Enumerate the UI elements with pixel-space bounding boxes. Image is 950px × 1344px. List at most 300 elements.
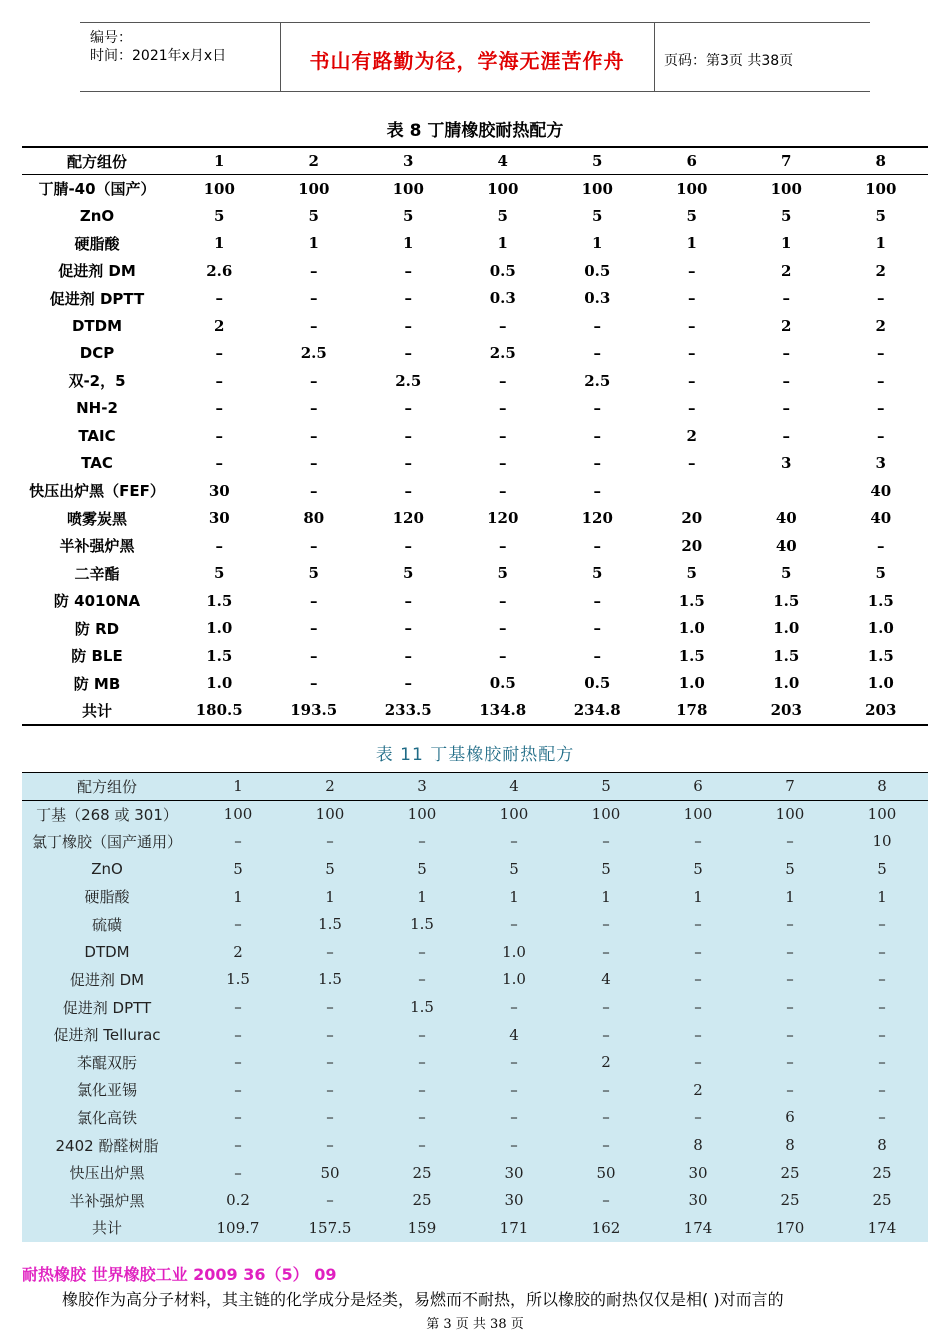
table-cell: 2 <box>693 1080 703 1099</box>
table-cell: 1 <box>781 234 792 253</box>
table-cell: – <box>404 619 412 638</box>
table-cell: – <box>694 1108 702 1127</box>
table-cell: 40 <box>775 509 797 528</box>
table-cell: – <box>878 1108 886 1127</box>
table-cell: – <box>234 1053 242 1072</box>
table-row <box>22 1159 928 1187</box>
table-cell: 1 <box>509 887 519 906</box>
table-cell: 5 <box>877 860 887 879</box>
table-cell: – <box>418 1108 426 1127</box>
table-cell: – <box>694 832 702 851</box>
table-cell: 157.5 <box>308 1218 352 1237</box>
table-cell: 1.5 <box>678 591 705 610</box>
table-cell: 10 <box>872 832 892 851</box>
table-cell: 1.0 <box>502 970 526 989</box>
table-cell: 100 <box>683 805 713 824</box>
table-cell: – <box>418 942 426 961</box>
page-header <box>80 22 870 92</box>
table-cell: 5 <box>497 564 508 583</box>
table-row <box>22 587 928 615</box>
table-cell: – <box>786 1053 794 1072</box>
table-cell: – <box>310 674 318 693</box>
ingredient-name: 半补强炉黑 <box>69 1191 145 1210</box>
table-cell: – <box>688 399 696 418</box>
column-header-number: 3 <box>361 147 456 175</box>
table-cell: 5 <box>417 860 427 879</box>
table-cell: – <box>602 1108 610 1127</box>
table8-nitrile-formulations <box>22 146 928 726</box>
table-cell: 30 <box>504 1163 524 1182</box>
column-header-number: 5 <box>560 773 652 801</box>
table11-title: 表 11 丁基橡胶耐热配方 <box>375 745 575 765</box>
table-cell: 5 <box>308 206 319 225</box>
table-cell: – <box>499 426 507 445</box>
table-cell: – <box>510 1136 518 1155</box>
table-header-row <box>22 773 928 801</box>
table-cell: – <box>602 1191 610 1210</box>
table-cell: 100 <box>591 805 621 824</box>
table-cell: 100 <box>407 805 437 824</box>
table-cell: – <box>602 1080 610 1099</box>
table-cell: – <box>404 399 412 418</box>
table-cell: – <box>215 454 223 473</box>
ingredient-name: 二辛酯 <box>74 564 120 583</box>
column-header-number: 6 <box>645 147 740 175</box>
table-row <box>22 257 928 285</box>
table-row <box>22 910 928 938</box>
table-cell: – <box>877 371 885 390</box>
ingredient-name: 共计 <box>22 697 172 725</box>
table-row <box>22 477 928 505</box>
table-cell: 25 <box>872 1191 892 1210</box>
table-cell: 5 <box>693 860 703 879</box>
column-header-number: 4 <box>468 773 560 801</box>
table-cell: 203 <box>834 697 929 725</box>
table-cell: 8 <box>877 1136 887 1155</box>
table-cell: 5 <box>233 860 243 879</box>
column-header-number: 4 <box>456 147 551 175</box>
table-cell: 5 <box>781 564 792 583</box>
table-cell: 178 <box>645 697 740 725</box>
table-row <box>22 230 928 258</box>
table-cell: – <box>404 344 412 363</box>
table-cell: – <box>310 316 318 335</box>
table-row <box>22 1021 928 1049</box>
table-cell: – <box>215 344 223 363</box>
ingredient-name: 促进剂 DPTT <box>62 998 152 1017</box>
table-cell: – <box>404 426 412 445</box>
table-cell: – <box>786 942 794 961</box>
table-cell: 100 <box>775 805 805 824</box>
table-cell: – <box>877 399 885 418</box>
table-cell: – <box>326 942 334 961</box>
ingredient-name: 氯化亚锡 <box>76 1081 137 1100</box>
ingredient-name: 硬脂酸 <box>74 234 120 253</box>
table-cell: – <box>326 832 334 851</box>
table-row <box>22 642 928 670</box>
table-cell: 203 <box>739 697 834 725</box>
table-cell: – <box>782 399 790 418</box>
table-cell: – <box>688 289 696 308</box>
table-cell: 1.0 <box>867 674 894 693</box>
column-header-number: 5 <box>550 147 645 175</box>
ingredient-name: 促进剂 Tellurac <box>53 1026 161 1045</box>
table-cell: 5 <box>781 206 792 225</box>
table-cell: – <box>786 970 794 989</box>
table8-title: 表 8 丁腈橡胶耐热配方 <box>386 121 564 141</box>
table-cell: 5 <box>497 206 508 225</box>
table-cell: 180.5 <box>172 697 267 725</box>
table-cell: – <box>215 399 223 418</box>
table-cell: – <box>499 316 507 335</box>
table-cell: 159 <box>407 1218 437 1237</box>
table-cell: 1.5 <box>206 646 233 665</box>
table-header-row <box>22 147 928 175</box>
table-cell: – <box>602 998 610 1017</box>
table-cell: – <box>878 942 886 961</box>
table-cell: – <box>499 591 507 610</box>
table-cell: – <box>234 1163 242 1182</box>
table-row <box>22 615 928 643</box>
ingredient-name: NH-2 <box>76 399 118 418</box>
table-cell: 100 <box>487 179 519 198</box>
table-cell: – <box>326 1191 334 1210</box>
table-cell: 2 <box>686 426 697 445</box>
table-row <box>22 993 928 1021</box>
ingredient-name: 半补强炉黑 <box>59 537 135 556</box>
table-cell: – <box>234 915 242 934</box>
table-cell: – <box>602 1136 610 1155</box>
table-cell: 100 <box>223 805 253 824</box>
table-cell: – <box>418 1080 426 1099</box>
table-cell: 5 <box>875 206 886 225</box>
table-row <box>22 697 928 725</box>
table-row <box>22 285 928 313</box>
table-cell: 2 <box>214 316 225 335</box>
table-cell: – <box>593 344 601 363</box>
ingredient-name: 防 RD <box>74 619 120 638</box>
table-cell: – <box>510 998 518 1017</box>
table-cell: – <box>694 998 702 1017</box>
table-cell: 1 <box>686 234 697 253</box>
table-cell: 1.0 <box>773 674 800 693</box>
table-cell: – <box>510 832 518 851</box>
table-cell: 1.0 <box>206 674 233 693</box>
table-cell: 100 <box>315 805 345 824</box>
table-cell: – <box>215 536 223 555</box>
ingredient-name: 硬脂酸 <box>84 888 130 907</box>
table-cell: 6 <box>785 1108 795 1127</box>
table-cell: 30 <box>688 1191 708 1210</box>
ingredient-name: 防 BLE <box>71 647 123 666</box>
table-cell: – <box>310 371 318 390</box>
table-cell: – <box>326 1080 334 1099</box>
table-cell: 5 <box>601 860 611 879</box>
table-row <box>22 1076 928 1104</box>
table-cell: – <box>499 454 507 473</box>
table-cell: – <box>694 1053 702 1072</box>
column-header-number: 3 <box>376 773 468 801</box>
table-cell: 0.3 <box>489 289 516 308</box>
table-cell: 233.5 <box>361 697 456 725</box>
table-cell: 40 <box>870 509 892 528</box>
header-page-cell <box>654 23 870 91</box>
table-cell: – <box>234 1136 242 1155</box>
table-cell: 30 <box>208 481 230 500</box>
table-cell: 2 <box>601 1053 611 1072</box>
table-cell: – <box>215 371 223 390</box>
table-cell: – <box>310 454 318 473</box>
table-cell: 1.5 <box>678 646 705 665</box>
table-row <box>22 855 928 883</box>
table-cell: – <box>418 1053 426 1072</box>
table-cell: 193.5 <box>267 697 362 725</box>
table-cell: 0.5 <box>584 674 611 693</box>
column-header-number: 7 <box>744 773 836 801</box>
table-cell: – <box>782 426 790 445</box>
table-cell: – <box>499 399 507 418</box>
table-cell: 1 <box>497 234 508 253</box>
table-row <box>22 202 928 230</box>
table-cell: – <box>418 1136 426 1155</box>
table-row <box>22 395 928 423</box>
table-cell: 100 <box>298 179 330 198</box>
table-cell: 0.5 <box>489 674 516 693</box>
table-cell: 5 <box>592 564 603 583</box>
table-cell: – <box>786 832 794 851</box>
table-cell: 120 <box>487 509 519 528</box>
table-cell: 1.5 <box>867 591 894 610</box>
table-cell: 2 <box>233 942 243 961</box>
table-cell: 2.5 <box>395 371 422 390</box>
table-row <box>22 670 928 698</box>
page-footer: 第 3 页 共 38 页 <box>426 1317 524 1332</box>
table-cell: 1.0 <box>206 619 233 638</box>
table-cell: 170 <box>775 1218 805 1237</box>
table-cell: – <box>234 998 242 1017</box>
table-cell: – <box>310 619 318 638</box>
column-header-number: 8 <box>836 773 928 801</box>
table-cell: 2.5 <box>584 371 611 390</box>
ingredient-name: 防 MB <box>73 674 121 693</box>
table-cell: – <box>602 1025 610 1044</box>
table-cell: – <box>215 289 223 308</box>
table-cell: 5 <box>686 564 697 583</box>
table-cell: – <box>404 674 412 693</box>
table-cell: 3 <box>781 454 792 473</box>
table-cell: – <box>688 454 696 473</box>
table-cell: – <box>593 426 601 445</box>
column-header-label: 配方组份 <box>22 147 172 175</box>
table-cell: – <box>786 1025 794 1044</box>
table-cell: 2.5 <box>300 344 327 363</box>
table-cell: 134.8 <box>456 697 551 725</box>
column-header-number: 2 <box>284 773 376 801</box>
table-cell: – <box>499 536 507 555</box>
table-cell: – <box>877 289 885 308</box>
ingredient-name: TAIC <box>78 426 116 445</box>
table-cell: 8 <box>693 1136 703 1155</box>
table-cell: – <box>404 536 412 555</box>
table-cell: – <box>404 261 412 280</box>
table-row <box>22 340 928 368</box>
ingredient-name: 苯醌双肟 <box>76 1053 137 1072</box>
table-cell: 1.0 <box>502 942 526 961</box>
ingredient-name: 喷雾炭黑 <box>66 509 127 528</box>
table-cell: 1.0 <box>678 619 705 638</box>
table-cell: 5 <box>325 860 335 879</box>
table-cell: 109.7 <box>216 1218 260 1237</box>
ingredient-name: 快压出炉黑 <box>69 1164 145 1183</box>
table-cell: – <box>310 399 318 418</box>
ingredient-name: 氯丁橡胶（国产通用） <box>31 832 182 851</box>
table-cell: 1.0 <box>867 619 894 638</box>
table-cell: 100 <box>865 179 897 198</box>
table-cell: 5 <box>214 206 225 225</box>
table-cell: 25 <box>412 1191 432 1210</box>
table-cell: 4 <box>601 970 611 989</box>
table-cell: 1 <box>877 887 887 906</box>
table-cell: 162 <box>591 1218 621 1237</box>
date-label: 时间：2021年x月x日 <box>90 48 227 64</box>
table-cell: – <box>593 316 601 335</box>
table-row <box>22 532 928 560</box>
table-cell: 5 <box>403 206 414 225</box>
table-cell: 5 <box>403 564 414 583</box>
table-cell: – <box>593 591 601 610</box>
column-header-number: 7 <box>739 147 834 175</box>
table-cell: – <box>404 454 412 473</box>
table-cell: 30 <box>208 509 230 528</box>
table-cell: 0.2 <box>226 1191 250 1210</box>
ingredient-name: DTDM <box>84 942 130 961</box>
table-cell: 5 <box>509 860 519 879</box>
table-cell: 100 <box>392 179 424 198</box>
ingredient-name: ZnO <box>91 860 123 879</box>
table-cell: 1 <box>214 234 225 253</box>
table-cell: 100 <box>676 179 708 198</box>
table-cell: 234.8 <box>550 697 645 725</box>
table-cell: 1.0 <box>773 619 800 638</box>
table-cell: 1 <box>233 887 243 906</box>
table-cell: 100 <box>867 805 897 824</box>
table-cell: 1 <box>417 887 427 906</box>
table-cell: – <box>326 1053 334 1072</box>
table-cell: – <box>404 591 412 610</box>
table-cell: 40 <box>870 481 892 500</box>
table-cell: 174 <box>867 1218 897 1237</box>
table-cell: 1 <box>308 234 319 253</box>
table-cell: – <box>602 915 610 934</box>
table-cell: 50 <box>596 1163 616 1182</box>
table-cell: 5 <box>308 564 319 583</box>
table-cell: – <box>877 344 885 363</box>
table-cell: – <box>593 646 601 665</box>
table-cell: – <box>593 619 601 638</box>
ingredient-name: 共计 <box>91 1219 122 1238</box>
table-cell: 5 <box>592 206 603 225</box>
table-cell: – <box>878 1080 886 1099</box>
table-cell: 1.5 <box>867 646 894 665</box>
ingredient-name: 快压出炉黑（FEF） <box>29 482 165 501</box>
ingredient-name: 促进剂 DM <box>58 262 136 281</box>
table-cell: 30 <box>504 1191 524 1210</box>
table-row <box>22 450 928 478</box>
table-cell: 1.0 <box>678 674 705 693</box>
table-cell: 2 <box>781 316 792 335</box>
table-cell: 30 <box>688 1163 708 1182</box>
table-row <box>22 422 928 450</box>
table-cell: – <box>593 399 601 418</box>
table-cell: 0.5 <box>584 261 611 280</box>
table-cell: – <box>786 998 794 1017</box>
table-cell: – <box>326 1136 334 1155</box>
table-cell: – <box>782 344 790 363</box>
table-cell: – <box>510 915 518 934</box>
table-cell: – <box>510 1080 518 1099</box>
table-cell: 5 <box>686 206 697 225</box>
table-cell: – <box>404 316 412 335</box>
number-label: 编号： <box>90 30 132 46</box>
table-cell: 2 <box>875 316 886 335</box>
table-cell: 20 <box>681 536 703 555</box>
table-cell: – <box>234 1108 242 1127</box>
table-cell: – <box>786 915 794 934</box>
table-row <box>22 367 928 395</box>
ingredient-name: 防 4010NA <box>53 592 141 611</box>
ingredient-name: DTDM <box>71 316 123 335</box>
table-cell: – <box>326 1108 334 1127</box>
table-row <box>22 1104 928 1132</box>
column-header-label: 配方组份 <box>22 773 192 801</box>
table-cell: 8 <box>785 1136 795 1155</box>
header-motto-cell <box>280 23 655 91</box>
ingredient-name: TAC <box>81 454 113 473</box>
column-header-number: 2 <box>267 147 362 175</box>
table-cell <box>739 477 834 505</box>
table-cell: – <box>782 289 790 308</box>
column-header-number: 1 <box>172 147 267 175</box>
body-paragraph: 橡胶作为高分子材料，其主链的化学成分是烃类，易燃而不耐热，所以橡胶的耐热仅仅是相( )对而言的 <box>62 1290 784 1309</box>
table-cell: – <box>310 289 318 308</box>
table-cell: – <box>418 1025 426 1044</box>
table-cell: 3 <box>875 454 886 473</box>
table-cell: 1.5 <box>410 915 434 934</box>
column-header-number: 1 <box>192 773 284 801</box>
table-cell: – <box>694 1025 702 1044</box>
table-row <box>22 1214 928 1242</box>
table-cell: 1.5 <box>773 646 800 665</box>
column-header-number: 8 <box>834 147 929 175</box>
table-row <box>22 1048 928 1076</box>
ingredient-name: 氯化高铁 <box>76 1108 137 1127</box>
table-row <box>22 883 928 911</box>
table-row <box>22 938 928 966</box>
table-cell: 25 <box>780 1191 800 1210</box>
table-cell: – <box>310 426 318 445</box>
table-cell: – <box>418 832 426 851</box>
table-cell: 100 <box>203 179 235 198</box>
table-cell: 25 <box>872 1163 892 1182</box>
table-cell: 20 <box>681 509 703 528</box>
table-cell: 1 <box>875 234 886 253</box>
table-cell: 2.5 <box>489 344 516 363</box>
table-cell: – <box>510 1108 518 1127</box>
table-cell: – <box>694 970 702 989</box>
table-cell: – <box>688 344 696 363</box>
table-cell: 5 <box>785 860 795 879</box>
table-cell: 0.3 <box>584 289 611 308</box>
